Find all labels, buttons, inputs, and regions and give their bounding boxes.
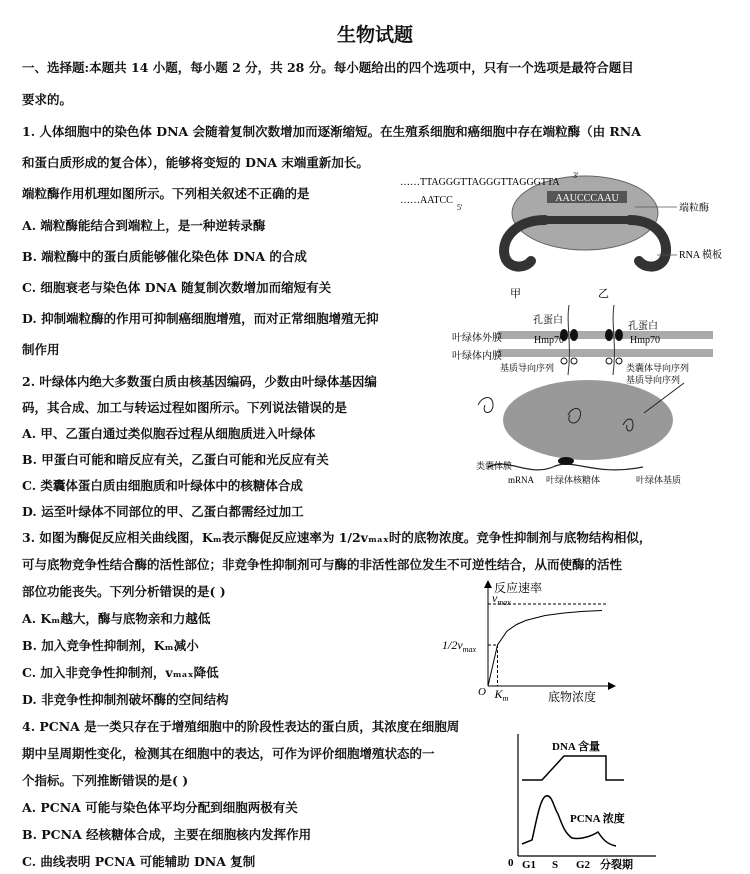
km-label: $K_m$	[494, 687, 509, 703]
q4-option-a: A. PCNA 可能与染色体平均分配到细胞两极有关	[22, 800, 298, 815]
q1-stem: 1. 人体细胞中的染色体 DNA 会随着复制次数增加而逐渐缩短。在生殖系细胞和癌细胞中存在端粒酶（由 RNA	[22, 124, 641, 139]
label-seq2a: 类囊体导向序列	[626, 363, 690, 373]
label-thylakoid: 类囊体膜	[476, 461, 513, 471]
legend-dna: DNA 含量	[552, 741, 600, 753]
rna-seq: AAUCCCAAU	[555, 193, 619, 204]
q3-stem: 可与底物竞争性结合酶的活性部位；非竞争性抑制剂可与酶的非活性部位发生不可逆性结合，从而使酶的活性	[22, 557, 623, 572]
label-stroma: 叶绿体基质	[636, 475, 682, 485]
rate-curve	[488, 611, 602, 686]
label-hmp2: Hmp70	[630, 335, 660, 346]
q1-option-d: D. 抑制端粒酶的作用可抑制癌细胞增殖，而对正常细胞增殖无抑	[22, 311, 379, 326]
q2-option-d: D. 运至叶绿体不同部位的甲、乙蛋白都需经过加工	[22, 504, 304, 519]
seq-bottom: ……AATCC	[400, 195, 453, 206]
q4-option-b: B. PCNA 经核糖体合成，主要在细胞核内发挥作用	[22, 827, 312, 842]
y-label: 反应速率	[494, 581, 543, 595]
q3-option-c: C. 加入非竞争性抑制剂，vₘₐₓ降低	[22, 665, 219, 680]
q2-stem: 2. 叶绿体内绝大多数蛋白质由核基因编码，少数由叶绿体基因编	[22, 374, 377, 389]
q4-stem: 4. PCNA 是一类只存在于增殖细胞中的阶段性表达的蛋白质，其浓度在细胞周	[22, 719, 460, 734]
q1-stem: 和蛋白质形成的复合体），能够将变短的 DNA 末端重新加长。	[22, 155, 369, 170]
label-seq1: 基质导向序列	[500, 363, 555, 373]
label-jia: 甲	[510, 288, 521, 300]
label-rna: RNA 模板	[679, 250, 723, 261]
label-mrna: mRNA	[508, 475, 535, 485]
q1-stem: 端粒酶作用机理如图所示。下列相关叙述不正确的是	[22, 186, 310, 201]
q1-option-c: C. 细胞衰老与染色体 DNA 随复制次数增加而缩短有关	[22, 280, 332, 295]
chloroplast-figure	[448, 285, 743, 490]
seq-top: ……TTAGGGTTAGGGTTAGGGTTA	[400, 177, 560, 188]
origin-label: 0	[508, 857, 514, 869]
tick-label: G1	[522, 859, 537, 871]
q3-option-d: D. 非竞争性抑制剂破坏酶的空间结构	[22, 692, 229, 707]
q2-option-b: B. 甲蛋白可能和暗反应有关，乙蛋白可能和光反应有关	[22, 452, 329, 467]
label-kong1: 孔蛋白	[533, 315, 563, 326]
label-outer: 叶绿体外膜	[452, 333, 502, 344]
section-heading-cont: 要求的。	[22, 92, 73, 107]
enzyme-kinetics-chart	[440, 578, 620, 706]
seq-top-end: 3'	[573, 171, 579, 180]
label-ribosome: 叶绿体核糖体	[546, 475, 601, 485]
q1-option-a: A. 端粒酶能结合到端粒上，是一种逆转录酶	[22, 218, 266, 233]
section-heading: 一、选择题:本题共 14 小题，每小题 2 分，共 28 分。每小题给出的四个选项中，只有一个选项是最符合题目	[22, 60, 634, 75]
q1-option-d-cont: 制作用	[22, 342, 60, 357]
q3-option-a: A. Kₘ越大，酶与底物亲和力越低	[22, 611, 211, 626]
origin-label: O	[478, 686, 486, 698]
q4-stem: 期中呈周期性变化，检测其在细胞中的表达，可作为评价细胞增殖状态的一	[22, 746, 435, 761]
telomerase-figure	[395, 165, 735, 280]
label-seq2b: 基质导向序列	[626, 375, 681, 385]
q2-stem: 码，其合成、加工与转运过程如图所示。下列说法错误的是	[22, 400, 348, 415]
tick-label: G2	[576, 859, 591, 871]
thylakoid	[503, 380, 673, 460]
x-label: 底物浓度	[548, 690, 597, 704]
half-vmax-label: $1/2v_{max}$	[442, 638, 476, 654]
inner-membrane	[498, 349, 713, 357]
label-enzyme: 端粒酶	[679, 203, 709, 214]
label-hmp1: Hmp70	[534, 335, 564, 346]
q2-option-c: C. 类囊体蛋白质由细胞质和叶绿体中的核糖体合成	[22, 478, 303, 493]
q1-option-b: B. 端粒酶中的蛋白质能够催化染色体 DNA 的合成	[22, 249, 307, 264]
label-kong2: 孔蛋白	[628, 321, 658, 332]
q3-option-b: B. 加入竞争性抑制剂，Kₘ减小	[22, 638, 199, 653]
pcna-chart	[506, 728, 666, 874]
vmax-label: $v_{max}$	[492, 591, 511, 607]
seq-bottom-end: 5'	[457, 203, 463, 212]
series-dna	[522, 756, 624, 780]
page-title: 生物试题	[336, 24, 413, 46]
q3-stem: 部位功能丧失。下列分析错误的是( )	[22, 584, 226, 599]
q4-option-c: C. 曲线表明 PCNA 可能辅助 DNA 复制	[22, 854, 256, 869]
label-inner: 叶绿体内膜	[452, 351, 502, 362]
label-yi: 乙	[598, 288, 609, 300]
tick-label: 分裂期	[600, 859, 633, 871]
q3-stem: 3. 如图为酶促反应相关曲线图，Kₘ表示酶促反应速率为 1/2vₘₐₓ时的底物浓度。竞争性抑制剂与底物结构相似，	[22, 530, 652, 545]
q2-option-a: A. 甲、乙蛋白通过类似胞吞过程从细胞质进入叶绿体	[22, 426, 316, 441]
q4-stem: 个指标。下列推断错误的是( )	[22, 773, 189, 788]
legend-pcna: PCNA 浓度	[570, 813, 625, 825]
tick-label: S	[552, 859, 559, 871]
